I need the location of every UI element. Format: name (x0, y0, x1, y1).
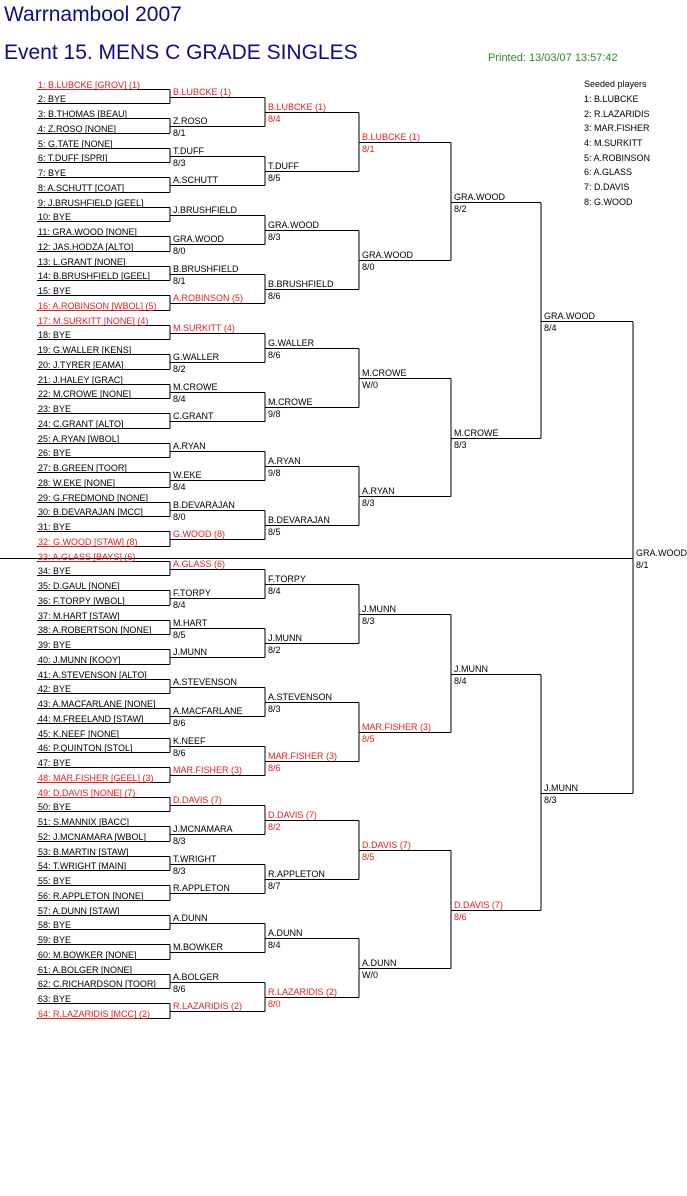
event-title: Event 15. MENS C GRADE SINGLES (4, 41, 358, 64)
match-score: 8/3 (268, 231, 281, 242)
match-score: 8/6 (268, 349, 281, 360)
winner-name: M.BOWKER (173, 941, 224, 952)
winner-name: R.APPLETON (268, 868, 325, 879)
draw-entry: 43: A.MACFARLANE [NONE] (38, 698, 156, 709)
winner-name: B.LUBCKE (1) (362, 131, 421, 142)
draw-entry: 48: MAR.FISHER [GEEL] (3) (38, 772, 154, 783)
draw-entry: 37: M.HART [STAW] (38, 610, 120, 621)
match-score: 8/7 (268, 880, 281, 891)
winner-name: MAR.FISHER (3) (173, 764, 243, 775)
match-score: 8/6 (454, 911, 467, 922)
match-score: 8/4 (173, 393, 186, 404)
draw-entry: 58: BYE (38, 919, 72, 930)
draw-entry: 1: B.LUBCKE [GROV] (1) (38, 79, 141, 90)
draw-entry: 15: BYE (38, 285, 72, 296)
draw-entry: 9: J.BRUSHFIELD [GEEL] (38, 197, 144, 208)
match-score: 8/1 (173, 275, 186, 286)
winner-name: T.DUFF (173, 145, 204, 156)
match-score: 8/4 (268, 113, 281, 124)
draw-entry: 14: B.BRUSHFIELD [GEEL] (38, 270, 151, 281)
match-score: 8/6 (173, 717, 186, 728)
winner-name: T.DUFF (268, 160, 299, 171)
winner-name: D.DAVIS (7) (362, 839, 411, 850)
winner-name: F.TORPY (268, 573, 306, 584)
winner-name: A.DUNN (362, 957, 397, 968)
draw-entry: 8: A.SCHUTT [COAT] (38, 182, 125, 193)
match-score: 8/3 (173, 835, 186, 846)
winner-name: A.STEVENSON (268, 691, 333, 702)
draw-entry: 31: BYE (38, 521, 72, 532)
winner-name: A.GLASS (6) (173, 558, 226, 569)
draw-entry: 45: K.NEEF [NONE] (38, 728, 120, 739)
draw-entry: 20: J.TYRER [EAMA] (38, 359, 124, 370)
winner-name: M.CROWE (173, 381, 218, 392)
draw-entry: 35: D.GAUL [NONE] (38, 580, 120, 591)
match-score: 8/2 (268, 644, 281, 655)
winner-name: M.CROWE (362, 367, 407, 378)
winner-name: W.EKE (173, 469, 202, 480)
draw-entry: 40: J.MUNN [KOOY] (38, 654, 121, 665)
seeded-player: 3: MAR.FISHER (584, 123, 650, 133)
winner-name: A.SCHUTT (173, 174, 218, 185)
match-score: 8/3 (454, 439, 467, 450)
winner-name: J.MUNN (454, 663, 488, 674)
match-score: 8/0 (173, 245, 186, 256)
winner-name: A.RYAN (173, 440, 206, 451)
match-score: 9/8 (268, 467, 281, 478)
draw-entry: 11: GRA.WOOD [NONE] (38, 226, 137, 237)
match-score: W/0 (362, 379, 379, 390)
winner-name: MAR.FISHER (3) (362, 721, 432, 732)
draw-entry: 6: T.DUFF [SPRI] (38, 152, 108, 163)
draw-entry: 38: A.ROBERTSON [NONE] (38, 624, 152, 635)
winner-name: A.ROBINSON (5) (173, 292, 244, 303)
seeded-player: 4: M.SURKITT (584, 138, 643, 148)
match-score: 9/8 (268, 408, 281, 419)
winner-name: B.DEVARAJAN (268, 514, 330, 525)
draw-entry: 59: BYE (38, 934, 72, 945)
match-score: 8/3 (173, 157, 186, 168)
match-score: 8/6 (268, 290, 281, 301)
draw-entry: 54: T.WRIGHT [MAIN] (38, 860, 127, 871)
draw-entry: 22: M.CROWE [NONE] (38, 388, 132, 399)
draw-entry: 33: A.GLASS [BAYS] (6) (38, 551, 136, 562)
draw-entry: 3: B.THOMAS [BEAU] (38, 108, 128, 119)
match-score: 8/4 (268, 939, 281, 950)
draw-entry: 13: L.GRANT [NONE] (38, 256, 126, 267)
winner-name: GRA.WOOD (544, 310, 595, 321)
match-score: 8/3 (173, 865, 186, 876)
winner-name: A.STEVENSON (173, 676, 238, 687)
draw-entry: 42: BYE (38, 683, 72, 694)
winner-name: J.MCNAMARA (173, 823, 233, 834)
match-score: 8/5 (173, 629, 186, 640)
draw-entry: 55: BYE (38, 875, 72, 886)
winner-name: T.WRIGHT (173, 853, 217, 864)
winner-name: D.DAVIS (7) (454, 899, 503, 910)
winner-name: G.WOOD (8) (173, 528, 225, 539)
draw-entry: 51: S.MANNIX [BACC] (38, 816, 130, 827)
match-score: 8/0 (268, 998, 281, 1009)
seeded-player: 7: D.DAVIS (584, 182, 630, 192)
match-score: 8/3 (362, 615, 375, 626)
winner-name: Z.ROSO (173, 115, 208, 126)
match-score: 8/1 (636, 559, 649, 570)
draw-entry: 34: BYE (38, 565, 72, 576)
match-score: 8/5 (362, 733, 375, 744)
winner-name: GRA.WOOD (173, 233, 224, 244)
winner-name: R.LAZARIDIS (2) (268, 986, 338, 997)
winner-name: J.MUNN (268, 632, 302, 643)
draw-entry: 25: A.RYAN [WBOL] (38, 433, 120, 444)
draw-entry: 16: A.ROBINSON [WBOL] (5) (38, 300, 157, 311)
printed-timestamp: Printed: 13/03/07 13:57:42 (488, 52, 618, 64)
winner-name: J.MUNN (544, 782, 578, 793)
winner-name: D.DAVIS (7) (173, 794, 222, 805)
tournament-title: Warrnambool 2007 (4, 3, 182, 26)
draw-entry: 18: BYE (38, 329, 72, 340)
winner-name: K.NEEF (173, 735, 206, 746)
seeded-player: 6: A.GLASS (584, 167, 633, 177)
winner-name: M.CROWE (268, 396, 313, 407)
winner-name: R.APPLETON (173, 882, 230, 893)
winner-name: G.WALLER (173, 351, 220, 362)
seeded-player: 1: B.LUBCKE (584, 94, 639, 104)
draw-entry: 17: M.SURKITT [NONE] (4) (38, 315, 149, 326)
draw-entry: 10: BYE (38, 211, 72, 222)
winner-name: GRA.WOOD (454, 191, 505, 202)
match-score: 8/4 (173, 599, 186, 610)
draw-entry: 61: A.BOLGER [NONE] (38, 964, 133, 975)
winner-name: GRA.WOOD (636, 547, 687, 558)
draw-entry: 52: J.MCNAMARA [WBOL] (38, 831, 147, 842)
match-score: 8/3 (268, 703, 281, 714)
winner-name: A.DUNN (173, 912, 208, 923)
draw-entry: 23: BYE (38, 403, 72, 414)
match-score: W/0 (362, 969, 379, 980)
match-score: 8/5 (268, 526, 281, 537)
winner-name: B.LUBCKE (1) (173, 86, 232, 97)
draw-entry: 28: W.EKE [NONE] (38, 477, 116, 488)
draw-entry: 21: J.HALEY [GRAC] (38, 374, 123, 385)
draw-entry: 64: R.LAZARIDIS [MCC] (2) (38, 1008, 151, 1019)
draw-entry: 56: R.APPLETON [NONE] (38, 890, 144, 901)
match-score: 8/1 (362, 143, 375, 154)
match-score: 8/4 (268, 585, 281, 596)
winner-name: A.RYAN (268, 455, 301, 466)
match-score: 8/3 (544, 794, 557, 805)
draw-entry: 47: BYE (38, 757, 72, 768)
winner-name: M.SURKITT (4) (173, 322, 235, 333)
draw-entry: 44: M.FREELAND [STAW] (38, 713, 144, 724)
draw-entry: 12: JAS.HODZA [ALTO] (38, 241, 134, 252)
match-score: 8/3 (362, 497, 375, 508)
seeded-player: 8: G.WOOD (584, 197, 633, 207)
draw-entry: 4: Z.ROSO [NONE] (38, 123, 117, 134)
draw-entry: 19: G.WALLER [KENS] (38, 344, 132, 355)
draw-entry: 57: A.DUNN [STAW] (38, 905, 120, 916)
match-score: 8/0 (362, 261, 375, 272)
match-score: 8/2 (173, 363, 186, 374)
winner-name: GRA.WOOD (268, 219, 319, 230)
draw-entry: 41: A.STEVENSON [ALTO] (38, 669, 147, 680)
winner-name: A.DUNN (268, 927, 303, 938)
draw-entry: 7: BYE (38, 167, 67, 178)
winner-name: A.BOLGER (173, 971, 220, 982)
match-score: 8/6 (173, 983, 186, 994)
winner-name: A.MACFARLANE (173, 705, 243, 716)
draw-entry: 29: G.FREDMOND [NONE] (38, 492, 149, 503)
draw-entry: 39: BYE (38, 639, 72, 650)
winner-name: D.DAVIS (7) (268, 809, 317, 820)
draw-entry: 26: BYE (38, 447, 72, 458)
winner-name: B.BRUSHFIELD (268, 278, 334, 289)
match-score: 8/2 (268, 821, 281, 832)
draw-entry: 27: B.GREEN [TOOR] (38, 462, 127, 473)
draw-entry: 2: BYE (38, 93, 67, 104)
winner-name: M.CROWE (454, 427, 499, 438)
winner-name: M.HART (173, 617, 208, 628)
winner-name: R.LAZARIDIS (2) (173, 1000, 243, 1011)
draw-entry: 24: C.GRANT [ALTO] (38, 418, 124, 429)
seeded-player: 5: A.ROBINSON (584, 153, 651, 163)
seeded-players-heading: Seeded players (584, 79, 647, 89)
match-score: 8/6 (268, 762, 281, 773)
match-score: 8/5 (268, 172, 281, 183)
winner-name: MAR.FISHER (3) (268, 750, 338, 761)
winner-name: F.TORPY (173, 587, 211, 598)
winner-name: GRA.WOOD (362, 249, 413, 260)
draw-entry: 62: C.RICHARDSON [TOOR] (38, 978, 156, 989)
winner-name: G.WALLER (268, 337, 315, 348)
draw-entry: 49: D.DAVIS [NONE] (7) (38, 787, 136, 798)
match-score: 8/5 (362, 851, 375, 862)
winner-name: J.BRUSHFIELD (173, 204, 238, 215)
match-score: 8/4 (544, 322, 557, 333)
match-score: 8/4 (173, 481, 186, 492)
draw-entry: 50: BYE (38, 801, 72, 812)
winner-name: B.LUBCKE (1) (268, 101, 327, 112)
winner-name: B.BRUSHFIELD (173, 263, 239, 274)
seeded-player: 2: R.LAZARIDIS (584, 109, 650, 119)
winner-name: A.RYAN (362, 485, 395, 496)
winner-name: B.DEVARAJAN (173, 499, 235, 510)
draw-entry: 60: M.BOWKER [NONE] (38, 949, 137, 960)
draw-entry: 63: BYE (38, 993, 72, 1004)
match-score: 8/0 (173, 511, 186, 522)
draw-entry: 32: G.WOOD [STAW] (8) (38, 536, 138, 547)
match-score: 8/4 (454, 675, 467, 686)
match-score: 8/2 (454, 203, 467, 214)
draw-entry: 36: F.TORPY [WBOL] (38, 595, 125, 606)
match-score: 8/1 (173, 127, 186, 138)
draw-entry: 5: G.TATE [NONE] (38, 138, 113, 149)
winner-name: J.MUNN (173, 646, 207, 657)
match-score: 8/6 (173, 747, 186, 758)
draw-entry: 53: B.MARTIN [STAW] (38, 846, 129, 857)
winner-name: J.MUNN (362, 603, 396, 614)
winner-name: C.GRANT (173, 410, 214, 421)
draw-entry: 46: P.QUINTON [STOL] (38, 742, 133, 753)
draw-entry: 30: B.DEVARAJAN [MCC] (38, 506, 143, 517)
